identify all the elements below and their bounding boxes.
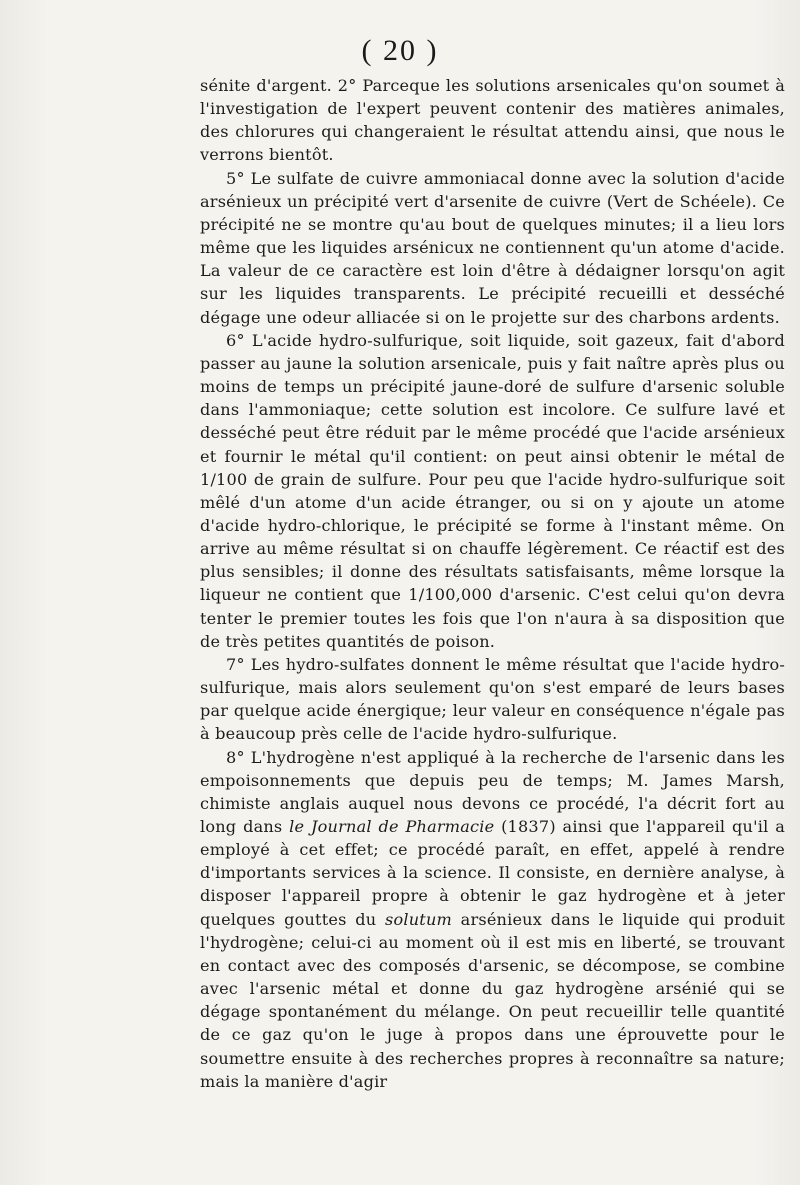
paragraph-hydrogene-part3: arsénieux dans le liquide qui produit l'hydrogène; celui-ci au moment où il est mis en liberté, se trouvant en contact avec des composés d'arsenic, se décompose, se combine avec l'arsenic métal et donne du gaz hydrogène arsénié qui se dégage spontanément du mélange. On peut recueillir telle quantité de ce gaz qu'on le juge à propos dans une éprouvette pour le soumettre ensuite à des recherches propres à reconnaître sa nature; mais la manière d'agir xyxy=(200,909,785,1091)
paragraph-hydrogene xyxy=(200,746,785,1093)
paragraph-hydro-sulfates: 7° Les hydro-sulfates donnent le même résultat que l'acide hydro-sulfurique, mais alors seulement qu'on s'est emparé de leurs bases par quelque acide énergique; leur valeur en conséquence n'égale pas à beaucoup près celle de l'acide hydro-sulfurique. xyxy=(200,654,785,744)
body-text xyxy=(200,74,785,1093)
paragraph-continuation: sénite d'argent. 2° Parceque les solutions arsenicales qu'on soumet à l'investigation de l'expert peuvent contenir des matières animales, des chlorures qui changeraient le résultat attendu ainsi, que nous le verrons bientôt. xyxy=(200,76,785,165)
paragraph-acide-hydro-sulfurique: 6° L'acide hydro-sulfurique, soit liquide, soit gazeux, fait d'abord passer au jaune la solution arsenicale, puis y fait naître après plus ou moins de temps un précipité jaune-doré de sulfure d'arsenic soluble dans l'ammoniaque; cette solution est incolore. Ce sulfure lavé et desséché peut être réduit par le même procédé que l'acide arsénieux et fournir le métal qu'il contient: on peut ainsi obtenir le métal de 1/100 de grain de sulfure. Pour peu que l'acide hydro-sulfurique soit mêlé d'un atome d'un acide étranger, ou si on y ajoute un atome d'acide hydro-chlorique, le précipité se forme à l'instant même. On arrive au même résultat si on chauffe légèrement. Ce réactif est des plus sensibles; il donne des résultats satisfaisants, même lorsque la liqueur ne contient que 1/100,000 d'arsenic. C'est celui qu'on devra tenter le premier toutes les fois que l'on n'aura à sa disposition que de très petites quantités de poison. xyxy=(200,330,785,651)
solutum-term: solutum xyxy=(385,909,452,929)
paragraph-sulfate-de-cuivre: 5° Le sulfate de cuivre ammoniacal donne avec la solution d'acide arsénieux un précipité vert d'arsenite de cuivre (Vert de Schéele). Ce précipité ne se montre qu'au bout de quelques minutes; il a lieu lors même que les liquides arsénicux ne contiennent qu'un atome d'acide. La valeur de ce caractère est loin d'être à dédaigner lorsqu'on agit sur les liquides transparents. Le précipité recueilli et desséché dégage une odeur alliacée si on le projette sur des charbons ardents. xyxy=(200,168,785,327)
journal-title: le Journal de Pharmacie xyxy=(289,817,495,836)
page-number: ( 20 ) xyxy=(361,34,439,67)
paragraph-hydrogene-part1: 8° L'hydrogène n'est appliqué à la recherche de l'arsenic dans les empoisonnements que depuis peu de temps; M. James Marsh, chimiste anglais auquel nous devons ce procédé, l'a décrit fort au long dans xyxy=(200,747,785,836)
paragraph-hydrogene-part2: (1837) ainsi que l'appareil qu'il a employé à cet effet; ce procédé paraît, en effet, appelé à rendre d'importants services à la science. Il consiste, en dernière analyse, à disposer l'appareil propre à obtenir le gaz hydrogène et à jeter quelques gouttes du xyxy=(200,817,785,929)
